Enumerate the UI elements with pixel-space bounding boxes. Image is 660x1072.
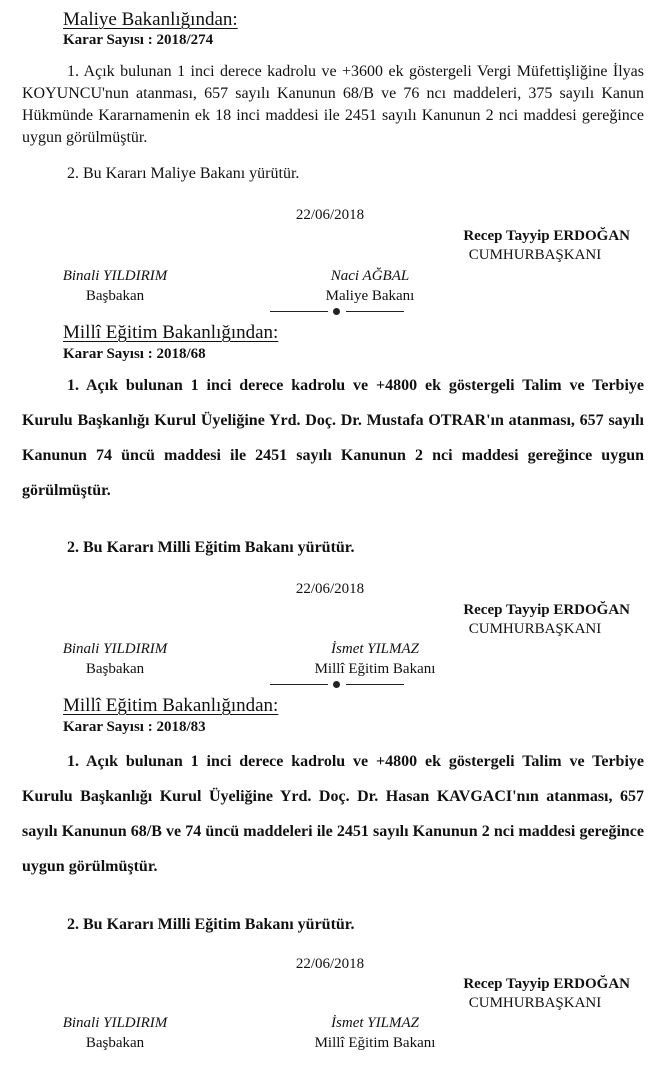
signatory-role: Maliye Bakanı xyxy=(325,288,415,304)
president-name: Recep Tayyip ERDOĞAN xyxy=(463,976,630,992)
signatory-prime-minister xyxy=(55,266,175,306)
ministry-heading: Maliye Bakanlığından: xyxy=(63,9,238,30)
decree-date: 22/06/2018 xyxy=(295,956,365,972)
president-name: Recep Tayyip ERDOĞAN xyxy=(463,602,630,618)
signatory-prime-minister xyxy=(55,639,175,679)
signatory-minister xyxy=(295,639,455,679)
signatory-name: Naci AĞBAL xyxy=(330,268,410,284)
signatory-role: Başbakan xyxy=(85,661,145,677)
signatory-role: Millî Eğitim Bakanı xyxy=(314,661,436,677)
decree-date: 22/06/2018 xyxy=(295,207,365,223)
president-name: Recep Tayyip ERDOĞAN xyxy=(463,228,630,244)
divider-dot-icon xyxy=(333,681,340,688)
ministry-heading: Millî Eğitim Bakanlığından: xyxy=(63,322,279,343)
president-title: CUMHURBAŞKANI xyxy=(468,621,602,637)
president-title: CUMHURBAŞKANI xyxy=(468,247,602,263)
decision-number: Karar Sayısı : 2018/274 xyxy=(63,32,214,48)
decree-paragraph-2: 2. Bu Kararı Milli Eğitim Bakanı yürütür. xyxy=(67,539,355,556)
decree-paragraph-2: 2. Bu Kararı Milli Eğitim Bakanı yürütür. xyxy=(67,916,355,933)
decree-paragraph-1: 1. Açık bulunan 1 inci derece kadrolu ve +4800 ek göstergeli Talim ve Terbiye Kurulu Başkanlığı Kurul Üyeliğine Yrd. Doç. Dr. Mustafa OTRAR'ın atanması, 657 sayılı Kanunun 74 üncü maddesi ile 2451 sayılı Kanunun 2 nci maddesi gereğince uygun görülmüştür. xyxy=(22,377,644,499)
signatory-role: Başbakan xyxy=(85,1035,145,1051)
signatory-name: İsmet YILMAZ xyxy=(331,1015,419,1031)
section-divider xyxy=(270,307,404,317)
decree-paragraph-1: 1. Açık bulunan 1 inci derece kadrolu ve +3600 ek göstergeli Vergi Müfettişliğine İlyas KOYUNCU'nun atanması, 657 sayılı Kanunun 68/B ve 76 ncı maddeleri, 375 sayılı Kanun Hükmünde Kararnamenin ek 18 inci maddesi ile 2451 sayılı Kanunun 2 nci maddesi gereğince uygun görülmüştür. xyxy=(22,63,644,146)
divider-line xyxy=(346,311,404,312)
signatory-role: Millî Eğitim Bakanı xyxy=(314,1035,436,1051)
signatory-role: Başbakan xyxy=(85,288,145,304)
decree-paragraph-2: 2. Bu Kararı Maliye Bakanı yürütür. xyxy=(67,165,300,182)
section-divider xyxy=(270,680,404,690)
divider-line xyxy=(270,684,328,685)
ministry-heading: Millî Eğitim Bakanlığından: xyxy=(63,695,279,716)
decree-date: 22/06/2018 xyxy=(295,581,365,597)
signatory-name: Binali YILDIRIM xyxy=(62,641,168,657)
decree-paragraph-1: 1. Açık bulunan 1 inci derece kadrolu ve +4800 ek göstergeli Talim ve Terbiye Kurulu Başkanlığı Kurul Üyeliğine Yrd. Doç. Dr. Hasan KAVGACI'nın atanması, 657 sayılı Kanunun 68/B ve 74 üncü maddeleri ile 2451 sayılı Kanunun 2 nci maddesi gereğince uygun görülmüştür. xyxy=(22,753,644,875)
signatory-name: Binali YILDIRIM xyxy=(62,268,168,284)
signatory-prime-minister xyxy=(55,1013,175,1053)
signatory-minister xyxy=(295,1013,455,1053)
signatory-name: İsmet YILMAZ xyxy=(331,641,419,657)
signatory-name: Binali YILDIRIM xyxy=(62,1015,168,1031)
signatory-minister xyxy=(300,266,440,306)
divider-line xyxy=(270,311,328,312)
divider-line xyxy=(346,684,404,685)
president-title: CUMHURBAŞKANI xyxy=(468,995,602,1011)
divider-dot-icon xyxy=(333,308,340,315)
decision-number: Karar Sayısı : 2018/83 xyxy=(63,719,206,735)
decision-number: Karar Sayısı : 2018/68 xyxy=(63,346,206,362)
